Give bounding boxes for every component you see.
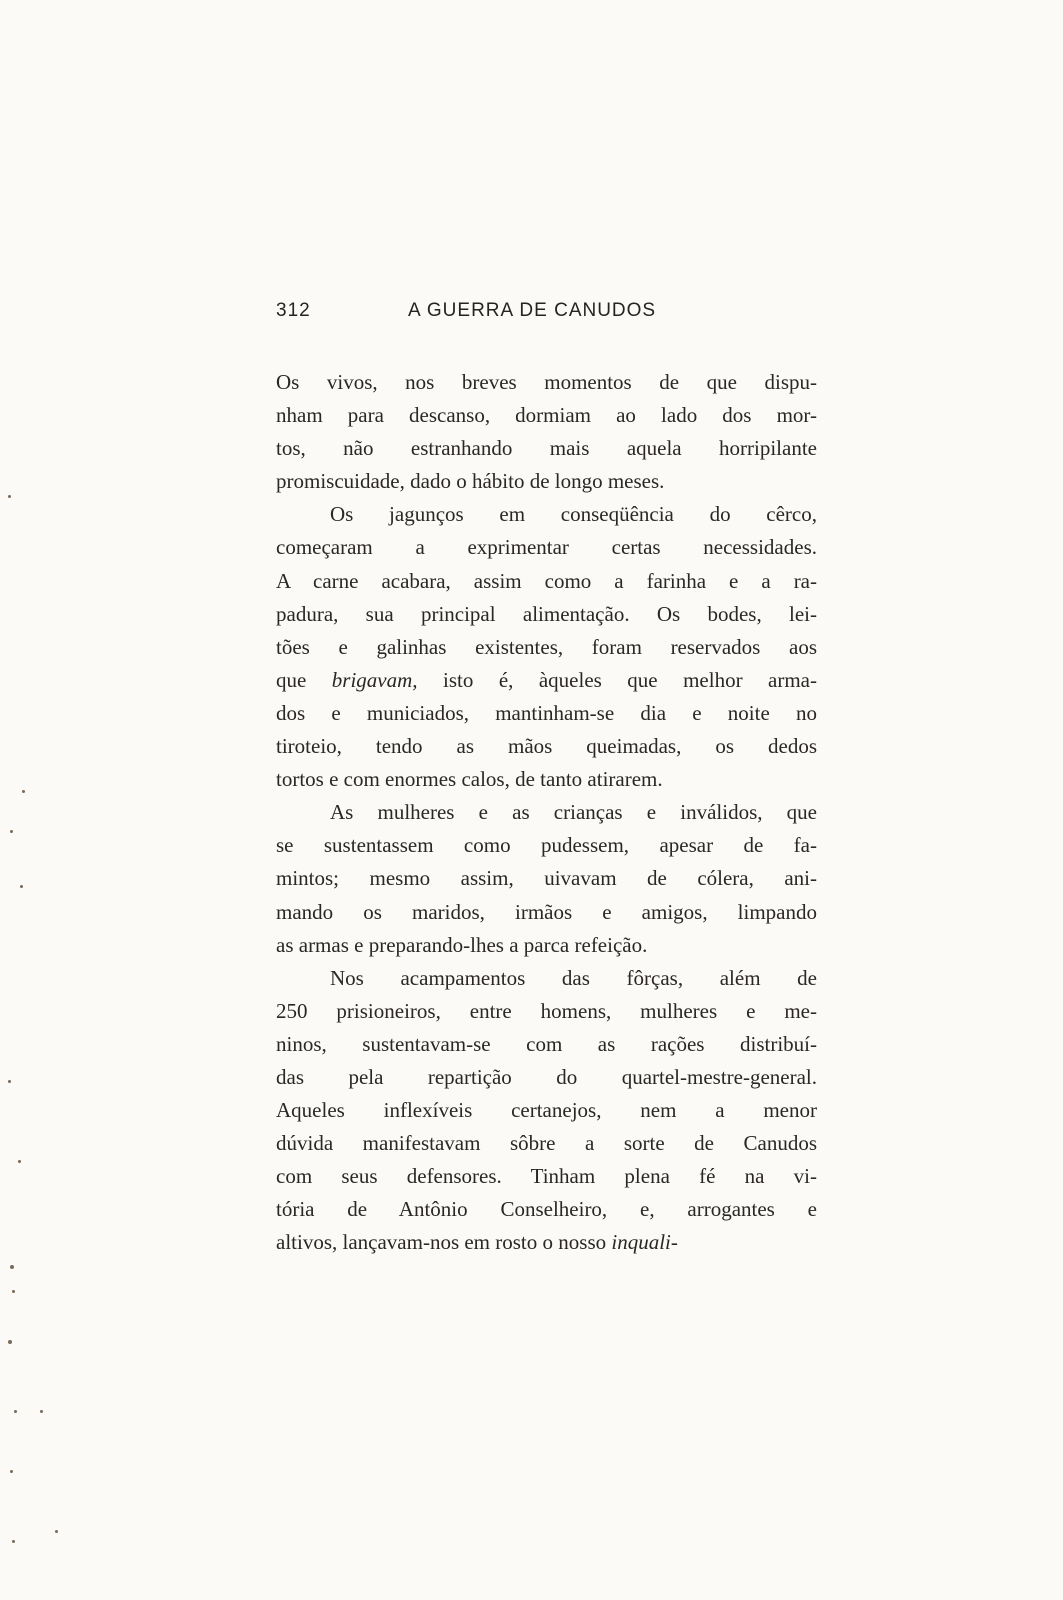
text-line: Aqueles inflexíveis certanejos, nem a menor: [276, 1098, 817, 1123]
text-line-with-emphasis: [276, 664, 817, 697]
text-line: Os vivos, nos breves momentos de que dispu-: [276, 370, 817, 394]
speck: [14, 1410, 17, 1413]
speck: [10, 830, 13, 833]
speck: [8, 495, 11, 498]
text-line: dúvida manifestavam sôbre a sorte de Canudos: [276, 1131, 817, 1156]
text-line: tões e galinhas existentes, foram reservados aos: [276, 634, 817, 659]
running-title: A GUERRA DE CANUDOS: [408, 300, 657, 321]
paragraph: [276, 796, 817, 961]
text-line-with-emphasis: [276, 1226, 817, 1259]
text-line: padura, sua principal alimentação. Os bodes, lei-: [276, 601, 817, 626]
speck: [12, 1540, 15, 1543]
text-fragment: isto é, àqueles que melhor arma-: [417, 667, 817, 692]
text-fragment: que: [276, 667, 332, 692]
text-fragment: altivos, lançavam-nos em rosto o nosso: [276, 1230, 612, 1255]
text-line: Nos acampamentos das fôrças, além de: [330, 965, 817, 990]
speck: [10, 1470, 13, 1473]
text-line: tiroteio, tendo as mãos queimadas, os dedos: [276, 734, 817, 759]
text-line: se sustentassem como pudessem, apesar de fa-: [276, 833, 817, 858]
emphasis: brigavam,: [331, 667, 418, 692]
speck: [12, 1290, 15, 1293]
speck: [40, 1410, 43, 1413]
text-line: tos, não estranhando mais aquela horripilante: [276, 436, 817, 461]
text-line: das pela repartição do quartel-mestre-general.: [276, 1064, 817, 1089]
text-line: tortos e com enormes calos, de tanto atirarem.: [276, 767, 663, 792]
text-line: As mulheres e as crianças e inválidos, que: [330, 800, 817, 825]
text-line: mando os maridos, irmãos e amigos, limpando: [276, 899, 817, 924]
text-line: mintos; mesmo assim, uivavam de cólera, ani-: [276, 866, 817, 891]
speck: [8, 1340, 12, 1344]
text-line: promiscuidade, dado o hábito de longo meses.: [276, 469, 665, 494]
paragraph: [276, 498, 817, 796]
text-line: ninos, sustentavam-se com as rações distribuí-: [276, 1031, 817, 1056]
speck: [8, 1080, 11, 1083]
speck: [22, 790, 25, 793]
text-line: nham para descanso, dormiam ao lado dos mor-: [276, 403, 817, 428]
paragraph: [276, 366, 817, 498]
speck: [20, 885, 23, 888]
speck: [18, 1160, 21, 1163]
text-line: Os jagunços em conseqüência do cêrco,: [330, 502, 817, 527]
text-line: as armas e preparando-lhes a parca refeição.: [276, 932, 648, 957]
speck: [10, 1265, 14, 1269]
emphasis: inquali-: [611, 1230, 678, 1255]
text-line: tória de Antônio Conselheiro, e, arrogantes e: [276, 1197, 817, 1222]
text-line: com seus defensores. Tinham plena fé na vi-: [276, 1164, 817, 1189]
body-text: [276, 366, 817, 1260]
paragraph: [276, 962, 817, 1260]
page-number: 312: [276, 300, 311, 321]
text-line: A carne acabara, assim como a farinha e a ra-: [276, 568, 817, 593]
speck: [55, 1530, 58, 1533]
text-line: começaram a exprimentar certas necessidades.: [276, 535, 817, 560]
text-line: 250 prisioneiros, entre homens, mulheres e me-: [276, 998, 817, 1023]
text-line: dos e municiados, mantinham-se dia e noite no: [276, 700, 817, 725]
